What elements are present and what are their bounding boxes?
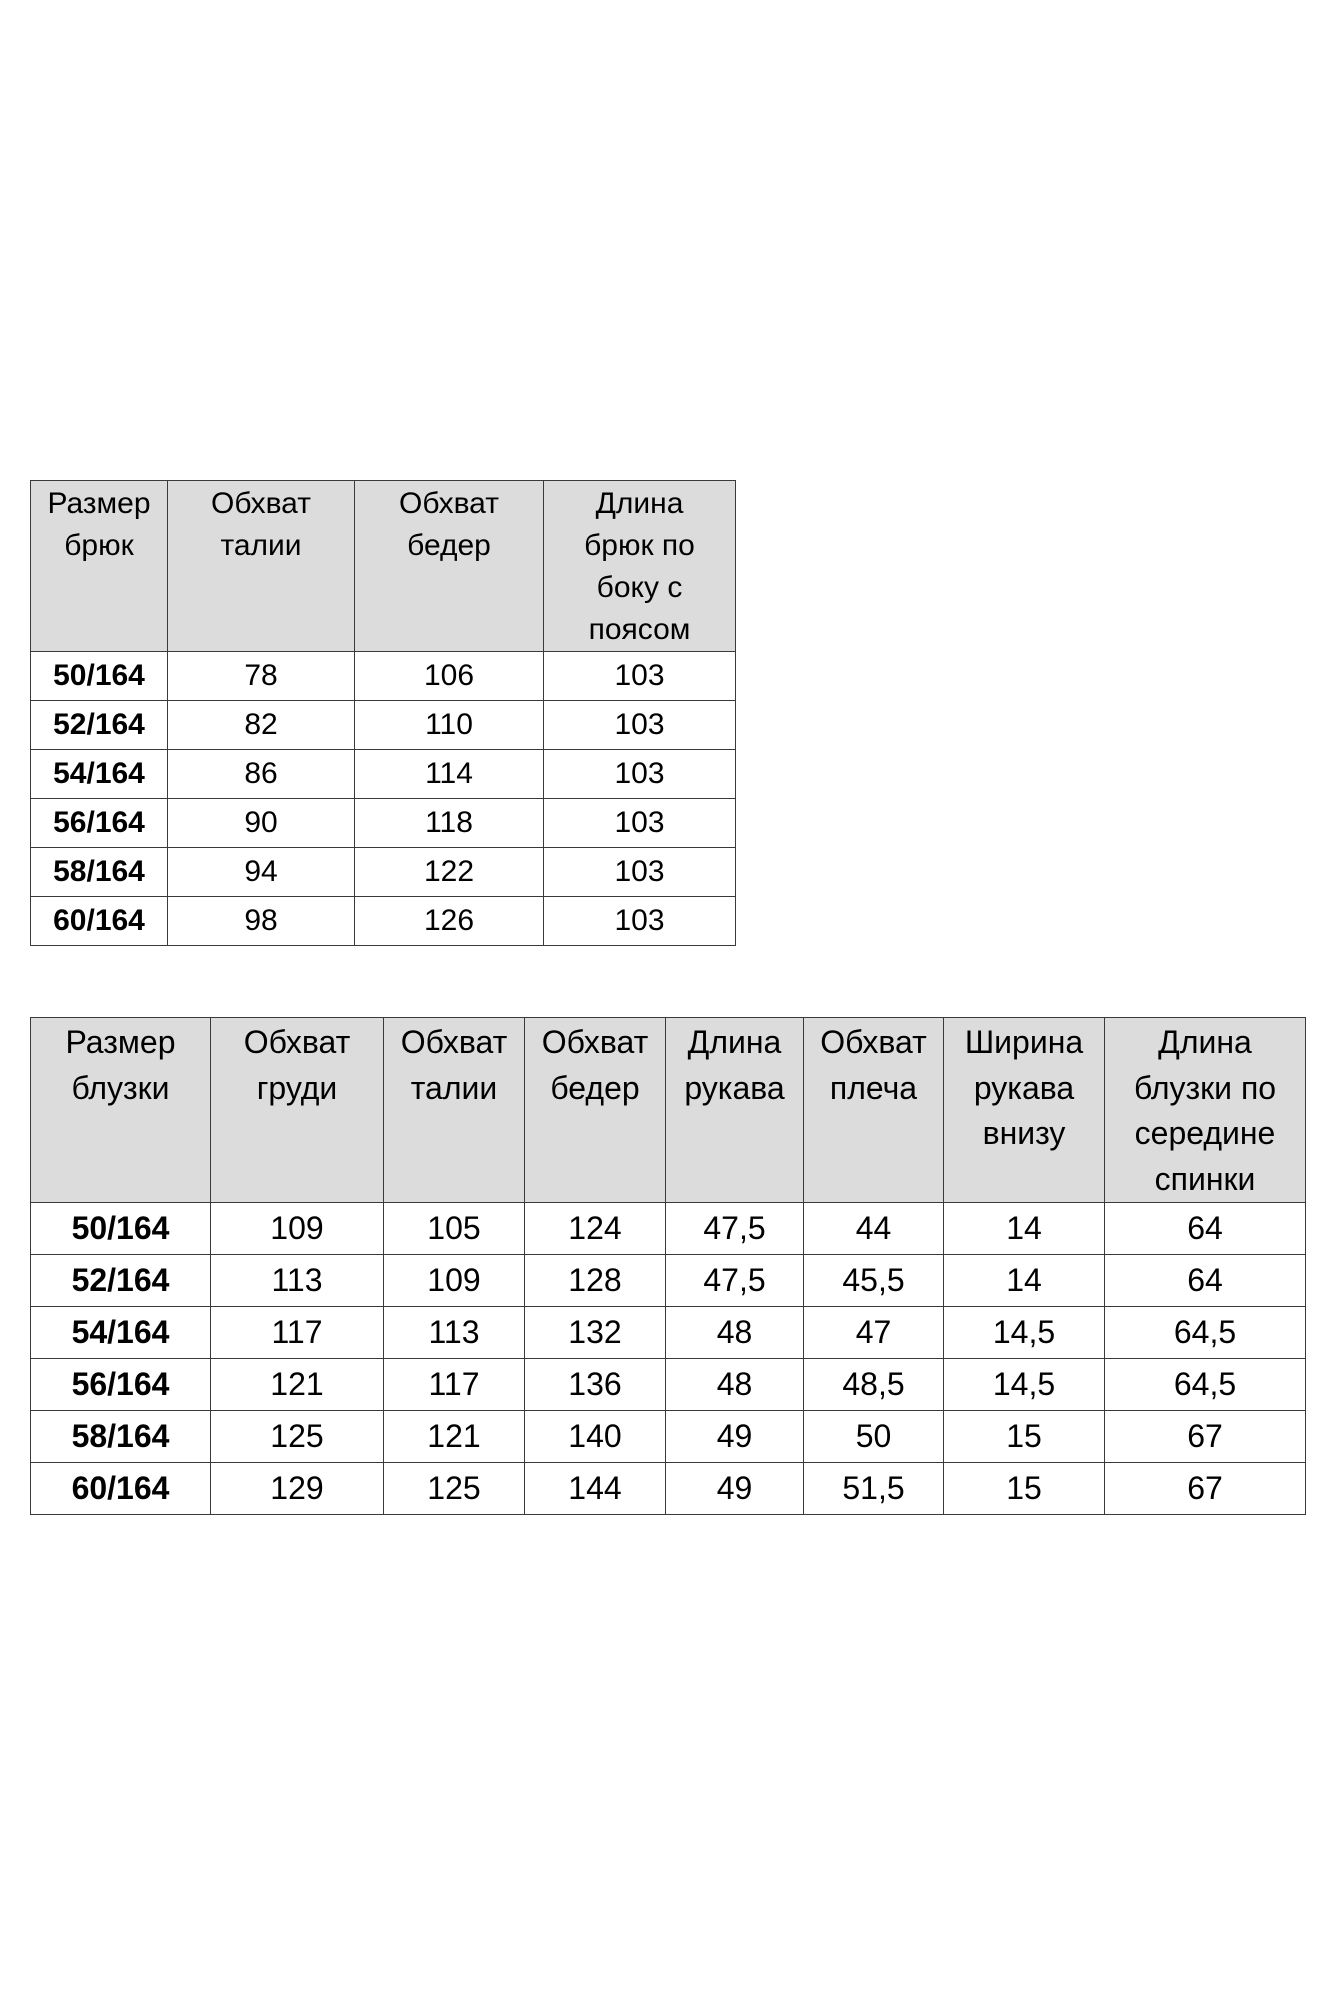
value-cell: 47,5 — [666, 1203, 804, 1255]
pants-header-row — [31, 481, 736, 652]
size-cell: 60/164 — [31, 897, 168, 946]
table-row — [31, 1307, 1306, 1359]
pants-size-table — [30, 480, 736, 946]
blouse-header-row — [31, 1018, 1306, 1203]
blouse-header-length: Длина блузки по середине спинки — [1105, 1018, 1306, 1203]
value-cell: 64,5 — [1105, 1307, 1306, 1359]
table-row — [31, 701, 736, 750]
table-row — [31, 897, 736, 946]
value-cell: 110 — [355, 701, 544, 750]
value-cell: 129 — [211, 1463, 384, 1515]
value-cell: 44 — [804, 1203, 944, 1255]
blouse-header-sleeve-length: Длина рукава — [666, 1018, 804, 1203]
value-cell: 118 — [355, 799, 544, 848]
size-cell: 54/164 — [31, 1307, 211, 1359]
blouse-header-shoulder: Обхват плеча — [804, 1018, 944, 1203]
value-cell: 124 — [525, 1203, 666, 1255]
table-row — [31, 848, 736, 897]
value-cell: 64 — [1105, 1255, 1306, 1307]
blouse-header-size: Размер блузки — [31, 1018, 211, 1203]
value-cell: 122 — [355, 848, 544, 897]
value-cell: 98 — [168, 897, 355, 946]
value-cell: 14,5 — [944, 1307, 1105, 1359]
size-cell: 52/164 — [31, 1255, 211, 1307]
size-cell: 54/164 — [31, 750, 168, 799]
value-cell: 47,5 — [666, 1255, 804, 1307]
value-cell: 103 — [544, 799, 736, 848]
value-cell: 48 — [666, 1359, 804, 1411]
value-cell: 14 — [944, 1203, 1105, 1255]
blouse-size-table — [30, 1017, 1306, 1515]
value-cell: 125 — [211, 1411, 384, 1463]
pants-header-hips: Обхват бедер — [355, 481, 544, 652]
value-cell: 82 — [168, 701, 355, 750]
value-cell: 47 — [804, 1307, 944, 1359]
value-cell: 113 — [211, 1255, 384, 1307]
value-cell: 144 — [525, 1463, 666, 1515]
value-cell: 132 — [525, 1307, 666, 1359]
value-cell: 48,5 — [804, 1359, 944, 1411]
value-cell: 117 — [384, 1359, 525, 1411]
table-row — [31, 1203, 1306, 1255]
value-cell: 15 — [944, 1463, 1105, 1515]
value-cell: 67 — [1105, 1463, 1306, 1515]
value-cell: 103 — [544, 897, 736, 946]
value-cell: 128 — [525, 1255, 666, 1307]
blouse-header-waist: Обхват талии — [384, 1018, 525, 1203]
value-cell: 105 — [384, 1203, 525, 1255]
value-cell: 103 — [544, 750, 736, 799]
value-cell: 94 — [168, 848, 355, 897]
pants-header-size: Размер брюк — [31, 481, 168, 652]
value-cell: 121 — [211, 1359, 384, 1411]
value-cell: 103 — [544, 701, 736, 750]
value-cell: 140 — [525, 1411, 666, 1463]
value-cell: 125 — [384, 1463, 525, 1515]
size-cell: 58/164 — [31, 848, 168, 897]
table-row — [31, 799, 736, 848]
value-cell: 136 — [525, 1359, 666, 1411]
size-cell: 50/164 — [31, 1203, 211, 1255]
table-row — [31, 1411, 1306, 1463]
size-cell: 58/164 — [31, 1411, 211, 1463]
blouse-header-chest: Обхват груди — [211, 1018, 384, 1203]
value-cell: 64,5 — [1105, 1359, 1306, 1411]
value-cell: 45,5 — [804, 1255, 944, 1307]
size-cell: 56/164 — [31, 1359, 211, 1411]
blouse-header-sleeve-width: Ширина рукава внизу — [944, 1018, 1105, 1203]
table-row — [31, 1359, 1306, 1411]
pants-header-waist: Обхват талии — [168, 481, 355, 652]
size-cell: 50/164 — [31, 652, 168, 701]
blouse-header-hips: Обхват бедер — [525, 1018, 666, 1203]
value-cell: 51,5 — [804, 1463, 944, 1515]
value-cell: 14,5 — [944, 1359, 1105, 1411]
value-cell: 14 — [944, 1255, 1105, 1307]
size-cell: 60/164 — [31, 1463, 211, 1515]
size-cell: 56/164 — [31, 799, 168, 848]
value-cell: 126 — [355, 897, 544, 946]
pants-header-length: Длина брюк по боку с поясом — [544, 481, 736, 652]
value-cell: 86 — [168, 750, 355, 799]
value-cell: 121 — [384, 1411, 525, 1463]
value-cell: 106 — [355, 652, 544, 701]
value-cell: 109 — [384, 1255, 525, 1307]
value-cell: 78 — [168, 652, 355, 701]
value-cell: 50 — [804, 1411, 944, 1463]
value-cell: 113 — [384, 1307, 525, 1359]
value-cell: 64 — [1105, 1203, 1306, 1255]
value-cell: 49 — [666, 1463, 804, 1515]
value-cell: 109 — [211, 1203, 384, 1255]
value-cell: 117 — [211, 1307, 384, 1359]
table-row — [31, 1463, 1306, 1515]
value-cell: 67 — [1105, 1411, 1306, 1463]
table-row — [31, 652, 736, 701]
value-cell: 114 — [355, 750, 544, 799]
value-cell: 103 — [544, 652, 736, 701]
size-cell: 52/164 — [31, 701, 168, 750]
value-cell: 48 — [666, 1307, 804, 1359]
value-cell: 103 — [544, 848, 736, 897]
value-cell: 90 — [168, 799, 355, 848]
value-cell: 49 — [666, 1411, 804, 1463]
value-cell: 15 — [944, 1411, 1105, 1463]
table-row — [31, 750, 736, 799]
table-row — [31, 1255, 1306, 1307]
